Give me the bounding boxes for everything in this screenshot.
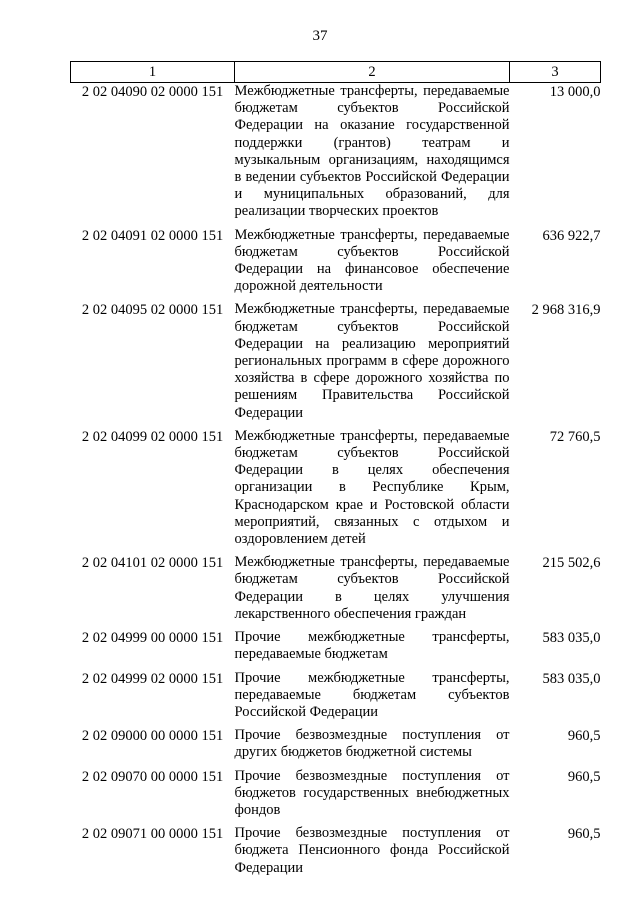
table-row — [71, 670, 601, 722]
row-code: 2 02 04095 02 0000 151 — [81, 302, 224, 319]
table-row — [71, 83, 601, 221]
row-code: 2 02 04090 02 0000 151 — [81, 84, 224, 100]
row-amount: 960,5 — [567, 768, 601, 785]
row-code: 2 02 04999 00 0000 151 — [81, 630, 224, 647]
row-name: Межбюджетные трансферты, передаваемые бюджетам субъектов Российской Федерации в целях улучшения лекарственного обеспечения граждан — [234, 554, 510, 622]
row-amount: 960,5 — [567, 826, 601, 843]
row-name: Межбюджетные трансферты, передаваемые бюджетам субъектов Российской Федерации на финансовое обеспечение дорожной деятельности — [234, 226, 510, 295]
row-code: 2 02 09071 00 0000 151 — [81, 826, 224, 843]
table-row — [71, 825, 601, 877]
row-name: Межбюджетные трансферты, передаваемые бюджетам субъектов Российской Федерации на оказание государственной поддержки (грантов) театрам и музыкальным организациям, находящимся в ведении субъектов Российской Федерации и муниципальных образований, для реализации творческих проектов — [234, 83, 510, 220]
row-code: 2 02 04101 02 0000 151 — [81, 555, 224, 572]
row-amount: 13 000,0 — [549, 84, 601, 100]
row-name: Межбюджетные трансферты, передаваемые бюджетам субъектов Российской Федерации в целях обеспечения организации в Республике Крым, Краснодарском крае и Ростовской области мероприятий, связанных с отдыхом и оздоровлением детей — [234, 427, 510, 548]
row-code: 2 02 09000 00 0000 151 — [81, 728, 224, 745]
page-number: 37 — [312, 28, 328, 44]
table-row — [71, 768, 601, 820]
row-amount: 2 968 316,9 — [531, 302, 601, 319]
row-amount: 960,5 — [567, 728, 601, 745]
column-header-amount: 3 — [510, 62, 601, 83]
column-header-name: 2 — [235, 62, 510, 83]
table-row — [71, 554, 601, 623]
row-name: Прочие безвозмездные поступления от других бюджетов бюджетной системы — [234, 727, 510, 761]
budget-revenue-table — [70, 61, 601, 877]
column-header-code: 1 — [71, 62, 235, 83]
row-amount: 215 502,6 — [542, 555, 601, 572]
table-row — [71, 301, 601, 421]
row-code: 2 02 04091 02 0000 151 — [81, 227, 224, 244]
table-row — [71, 428, 601, 548]
row-amount: 636 922,7 — [542, 227, 601, 244]
table-row — [71, 227, 601, 296]
table-header-row — [71, 62, 601, 83]
row-amount: 583 035,0 — [542, 630, 601, 647]
table-row — [71, 727, 601, 761]
row-code: 2 02 04099 02 0000 151 — [81, 428, 224, 445]
row-name: Межбюджетные трансферты, передаваемые бюджетам субъектов Российской Федерации на реализацию мероприятий региональных программ в сфере дорожного хозяйства в сфере дорожного хозяйства по решениям Правительства Российской Федерации — [234, 301, 510, 421]
row-code: 2 02 09070 00 0000 151 — [81, 768, 224, 785]
table-row — [71, 629, 601, 663]
row-name: Прочие безвозмездные поступления от бюджетов государственных внебюджетных фондов — [234, 767, 510, 818]
row-name: Прочие безвозмездные поступления от бюджета Пенсионного фонда Российской Федерации — [234, 825, 510, 876]
row-name: Прочие межбюджетные трансферты, передаваемые бюджетам — [234, 629, 510, 663]
row-code: 2 02 04999 02 0000 151 — [81, 670, 224, 687]
row-amount: 583 035,0 — [542, 670, 601, 687]
row-name: Прочие межбюджетные трансферты, передаваемые бюджетам субъектов Российской Федерации — [234, 669, 510, 720]
row-amount: 72 760,5 — [549, 428, 601, 445]
